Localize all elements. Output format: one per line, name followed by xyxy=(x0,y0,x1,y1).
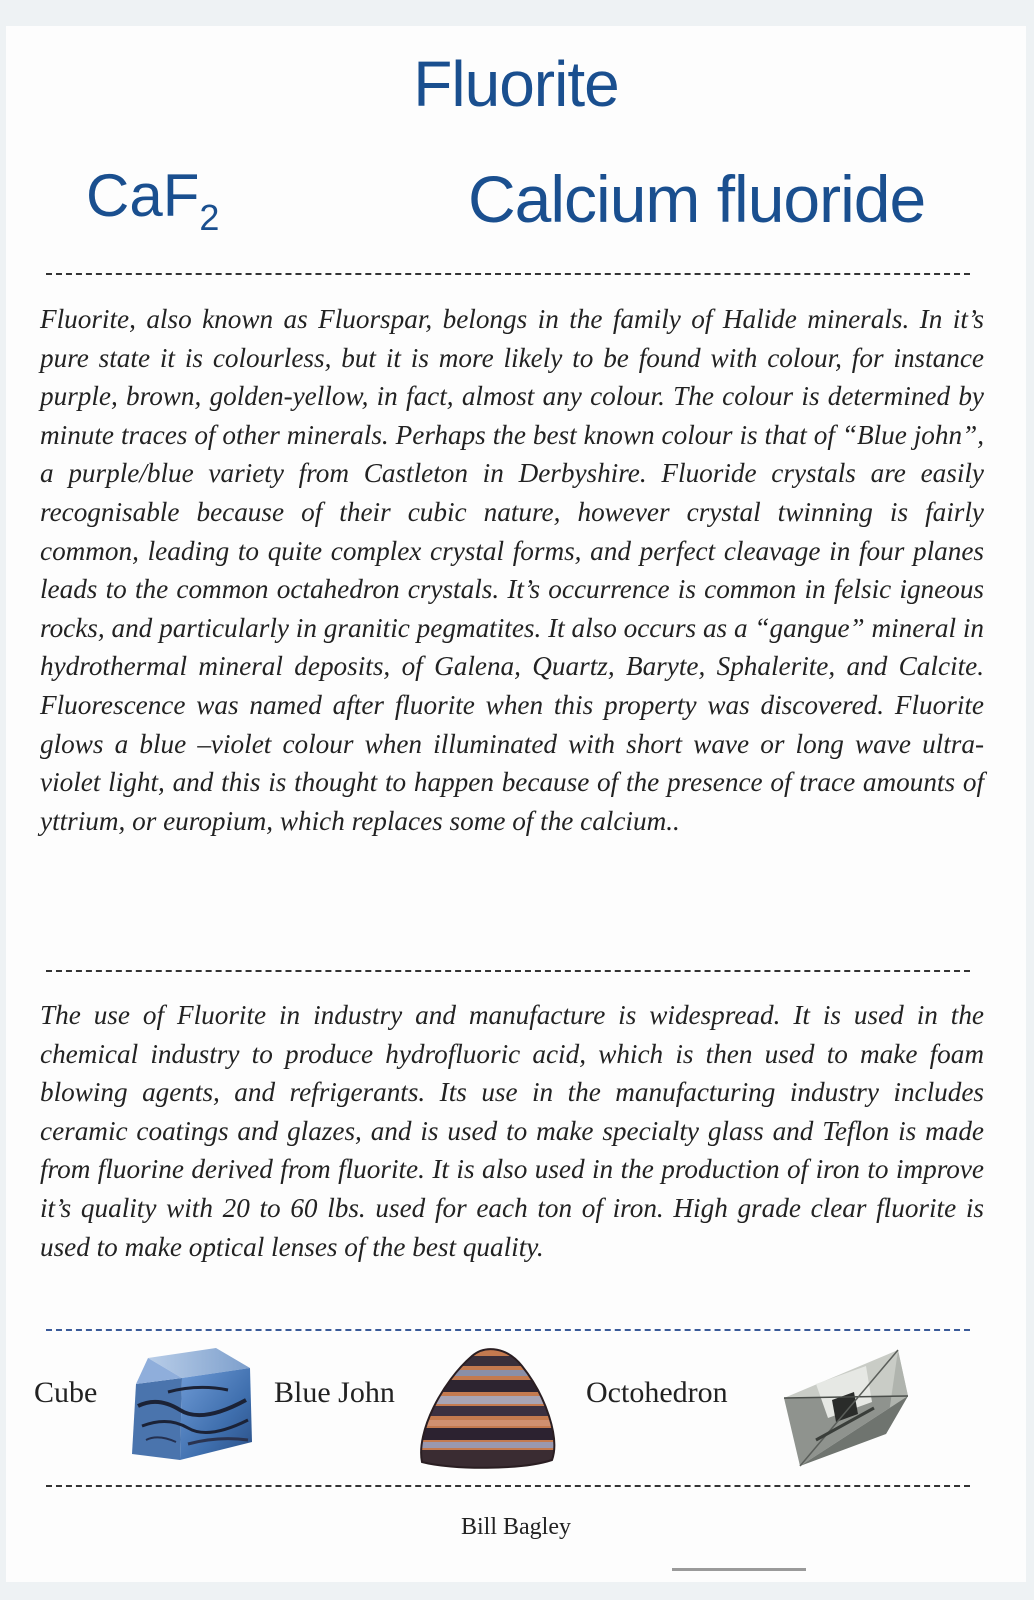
specimen-label-cube: Cube xyxy=(34,1376,98,1409)
divider-middle xyxy=(46,970,970,972)
chemical-formula xyxy=(86,162,220,238)
specimen-label-octohedron: Octohedron xyxy=(586,1376,728,1409)
divider-bottom xyxy=(46,1485,970,1487)
specimen-label-blue-john: Blue John xyxy=(274,1376,395,1409)
banded-blue-john-stone-icon xyxy=(412,1342,562,1472)
formula-base: CaF xyxy=(86,162,200,229)
page-title: Fluorite xyxy=(413,48,619,120)
divider-specimens-top xyxy=(46,1329,970,1331)
document-page xyxy=(6,26,1026,1582)
footer-line xyxy=(672,1568,806,1571)
chemical-name: Calcium fluoride xyxy=(468,162,926,236)
formula-subscript: 2 xyxy=(199,197,220,238)
blue-cube-crystal-icon xyxy=(128,1344,256,1466)
divider-top xyxy=(46,273,970,275)
author-credit: Bill Bagley xyxy=(461,1514,571,1540)
description-paragraph: Fluorite, also known as Fluorspar, belongs in the family of Halide minerals. In it’s pure state it is colourless, but it is more likely to be found with colour, for instance purple, brown, golden-yellow, in fact, almost any colour. The colour is determined by minute traces of other minerals. Perhaps the best known colour is that of “Blue john”, a purple/blue variety from Castleton in Derbyshire. Fluoride crystals are easily recognisable because of their cubic nature, however crystal twinning is fairly common, leading to quite complex crystal forms, and perfect cleavage in four planes leads to the common octahedron crystals. It’s occurrence is common in felsic igneous rocks, and particularly in granitic pegmatites. It also occurs as a “gangue” mineral in hydrothermal mineral deposits, of Galena, Quartz, Baryte, Sphalerite, and Calcite. Fluorescence was named after fluorite when this property was discovered. Fluorite glows a blue –violet colour when illuminated with short wave or long wave ultra-violet light, and this is thought to happen because of the presence of trace amounts of yttrium, or europium, which replaces some of the calcium.. xyxy=(40,304,984,836)
uses-paragraph: The use of Fluorite in industry and manufacture is widespread. It is used in the chemical industry to produce hydrofluoric acid, which is then used to make foam blowing agents, and refrigerants. Its use in the manufacturing industry includes ceramic coatings and glazes, and is used to make specialty glass and Teflon is made from fluorine derived from fluorite. It is also used in the production of iron to improve it’s quality with 20 to 60 lbs. used for each ton of iron. High grade clear fluorite is used to make optical lenses of the best quality. xyxy=(40,1000,984,1262)
clear-octahedron-crystal-icon xyxy=(776,1344,916,1470)
